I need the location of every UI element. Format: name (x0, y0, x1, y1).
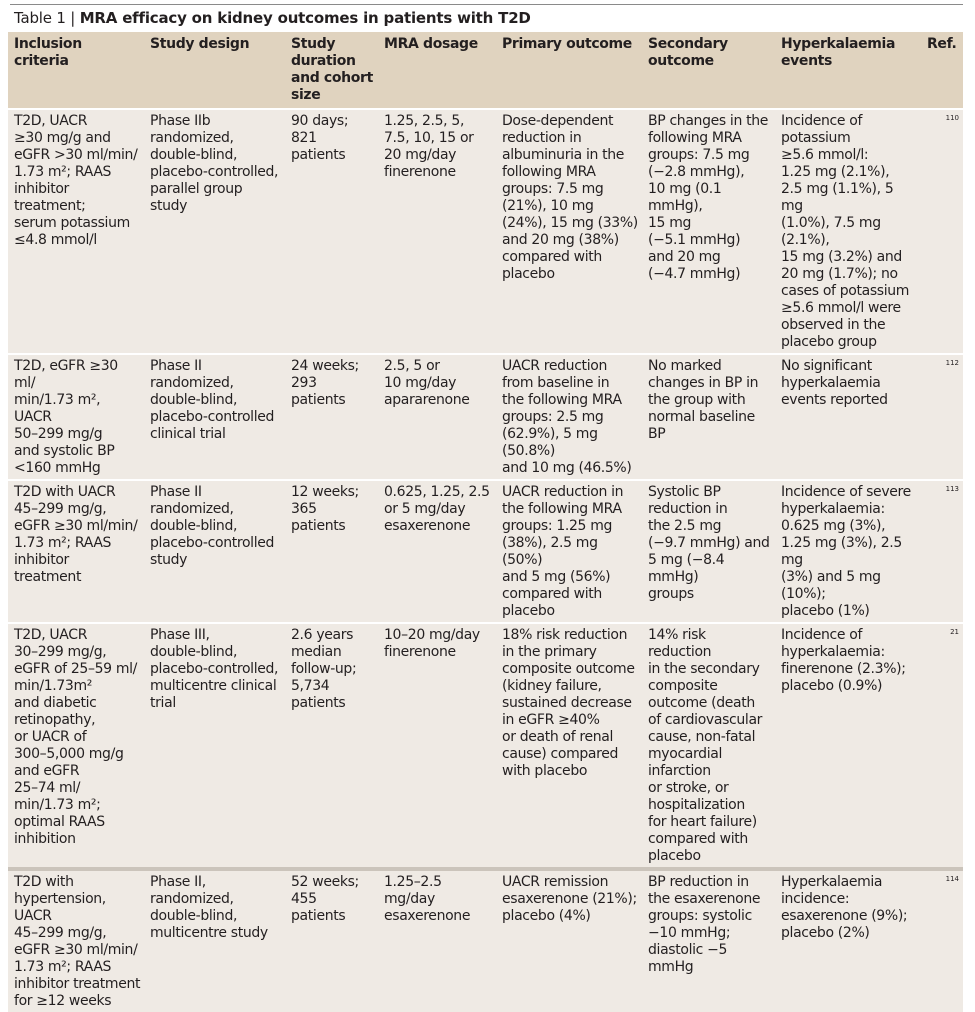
header-ref: Ref. (921, 32, 963, 109)
cell-text: 0.625, 1.25, 2.5 or 5 mg/day esaxerenone (384, 484, 490, 534)
cell-design (144, 869, 285, 1012)
cell-dosage (378, 623, 496, 869)
table-row (8, 109, 963, 354)
cell-text: No significant hyperkalaemia events reported (781, 358, 888, 408)
cell-hyperkalaemia (775, 480, 921, 623)
cell-text: Phase II, randomized, double-blind, multicentre study (150, 874, 268, 941)
cell-duration (285, 480, 378, 623)
cell-text: 90 days; 821 patients (291, 113, 349, 163)
cell-text: BP reduction in the esaxerenone groups: systolic −10 mmHg; diastolic −5 mmHg (648, 874, 761, 975)
cell-text: 18% risk reduction in the primary composite outcome (kidney failure, sustained decrease in eGFR ≥40% or death of renal cause) compared with placebo (502, 627, 635, 779)
cell-text: 52 weeks; 455 patients (291, 874, 359, 924)
top-rule (10, 4, 963, 5)
reference-number: 113 (945, 485, 959, 493)
cell-text: 2.6 years median follow-up; 5,734 patients (291, 627, 357, 711)
header-hyperkalaemia-events: Hyperkalaemia events (775, 32, 921, 109)
cell-text: Phase III, double-blind, placebo-controlled, multicentre clinical trial (150, 627, 279, 711)
cell-inclusion (8, 869, 144, 1012)
cell-primary-outcome (496, 480, 642, 623)
cell-design (144, 354, 285, 480)
cell-text: T2D with hypertension, UACR 45–299 mg/g, eGFR ≥30 ml/min/ 1.73 m²; RAAS inhibitor treatment for ≥12 weeks (14, 874, 141, 1009)
table-caption-title: MRA efficacy on kidney outcomes in patients with T2D (79, 9, 531, 27)
cell-duration (285, 869, 378, 1012)
cell-text: T2D, UACR 30–299 mg/g, eGFR of 25–59 ml/ min/1.73m² and diabetic retinopathy, or UACR of 300–5,000 mg/g and eGFR 25–74 ml/ min/1.73 m²; optimal RAAS inhibition (14, 627, 138, 847)
cell-ref (921, 869, 963, 1012)
cell-text: Dose-dependent reduction in albuminuria in the following MRA groups: 7.5 mg (21%), 10 mg (24%), 15 mg (33%) and 20 mg (38%) compared with placebo (502, 113, 638, 282)
table-caption-separator: | (65, 9, 80, 27)
cell-primary-outcome (496, 354, 642, 480)
cell-ref (921, 109, 963, 354)
cell-text: UACR remission esaxerenone (21%); placebo (4%) (502, 874, 637, 924)
cell-text: Systolic BP reduction in the 2.5 mg (−9.7 mmHg) and 5 mg (−8.4 mmHg) groups (648, 484, 770, 602)
table-row (8, 623, 963, 869)
cell-dosage (378, 354, 496, 480)
cell-ref (921, 354, 963, 480)
cell-design (144, 480, 285, 623)
table-caption-label: Table 1 (14, 9, 66, 27)
cell-text: UACR reduction in the following MRA groups: 1.25 mg (38%), 2.5 mg (50%) and 5 mg (56%) compared with placebo (502, 484, 624, 619)
cell-text: 2.5, 5 or 10 mg/day apararenone (384, 358, 470, 408)
cell-ref (921, 623, 963, 869)
cell-text: 1.25–2.5 mg/day esaxerenone (384, 874, 471, 924)
cell-text: T2D, UACR ≥30 mg/g and eGFR >30 ml/min/ 1.73 m²; RAAS inhibitor treatment; serum potassium ≤4.8 mmol/l (14, 113, 138, 248)
reference-number: 110 (945, 114, 959, 122)
table-row (8, 480, 963, 623)
reference-number: 112 (945, 359, 959, 367)
cell-inclusion (8, 109, 144, 354)
cell-text: 1.25, 2.5, 5, 7.5, 10, 15 or 20 mg/day finerenone (384, 113, 474, 180)
cell-secondary-outcome (642, 480, 775, 623)
cell-text: 10–20 mg/day finerenone (384, 627, 480, 660)
cell-text: 12 weeks; 365 patients (291, 484, 359, 534)
reference-number: 114 (945, 875, 959, 883)
header-primary-outcome: Primary outcome (496, 32, 642, 109)
cell-text: Incidence of hyperkalaemia: finerenone (2.3%); placebo (0.9%) (781, 627, 906, 694)
header-inclusion-criteria: Inclusion criteria (8, 32, 144, 109)
cell-text: Incidence of severe hyperkalaemia: 0.625 mg (3%), 1.25 mg (3%), 2.5 mg (3%) and 5 mg (10%); placebo (1%) (781, 484, 911, 619)
cell-inclusion (8, 623, 144, 869)
cell-text: No marked changes in BP in the group with normal baseline BP (648, 358, 759, 442)
header-row (8, 32, 963, 109)
cell-duration (285, 623, 378, 869)
table-row (8, 354, 963, 480)
cell-inclusion (8, 354, 144, 480)
cell-text: Hyperkalaemia incidence: esaxerenone (9%); placebo (2%) (781, 874, 908, 941)
reference-number: 21 (950, 628, 959, 636)
cell-primary-outcome (496, 623, 642, 869)
header-study-duration: Study duration and cohort size (285, 32, 378, 109)
header-secondary-outcome: Secondary outcome (642, 32, 775, 109)
cell-secondary-outcome (642, 354, 775, 480)
cell-secondary-outcome (642, 869, 775, 1012)
cell-text: UACR reduction from baseline in the following MRA groups: 2.5 mg (62.9%), 5 mg (50.8%) and 10 mg (46.5%) (502, 358, 632, 476)
cell-duration (285, 109, 378, 354)
cell-hyperkalaemia (775, 354, 921, 480)
cell-inclusion (8, 480, 144, 623)
cell-text: Incidence of potassium ≥5.6 mmol/l: 1.25 mg (2.1%), 2.5 mg (1.1%), 5 mg (1.0%), 7.5 mg (2.1%), 15 mg (3.2%) and 20 mg (1.7%); no cases of potassium ≥5.6 mmol/l were observed in the placebo group (781, 113, 910, 350)
cell-design (144, 109, 285, 354)
cell-primary-outcome (496, 109, 642, 354)
cell-text: 14% risk reduction in the secondary composite outcome (death of cardiovascular cause, non-fatal myocardial infarction or stroke, or hospitalization for heart failure) compared with placebo (648, 627, 763, 864)
cell-text: Phase IIb randomized, double-blind, placebo-controlled, parallel group study (150, 113, 279, 214)
cell-hyperkalaemia (775, 109, 921, 354)
cell-text: T2D with UACR 45–299 mg/g, eGFR ≥30 ml/min/ 1.73 m²; RAAS inhibitor treatment (14, 484, 138, 585)
table-caption (14, 9, 531, 27)
cell-primary-outcome (496, 869, 642, 1012)
table-row (8, 869, 963, 1012)
cell-dosage (378, 869, 496, 1012)
cell-hyperkalaemia (775, 623, 921, 869)
cell-dosage (378, 480, 496, 623)
mra-efficacy-table (8, 32, 963, 1012)
cell-text: BP changes in the following MRA groups: 7.5 mg (−2.8 mmHg), 10 mg (0.1 mmHg), 15 mg (−5.1 mmHg) and 20 mg (−4.7 mmHg) (648, 113, 769, 282)
cell-text: 24 weeks; 293 patients (291, 358, 359, 408)
cell-dosage (378, 109, 496, 354)
cell-design (144, 623, 285, 869)
cell-duration (285, 354, 378, 480)
cell-ref (921, 480, 963, 623)
cell-text: Phase II randomized, double-blind, placebo-controlled study (150, 484, 275, 568)
cell-secondary-outcome (642, 623, 775, 869)
header-study-design: Study design (144, 32, 285, 109)
cell-text: Phase II randomized, double-blind, placebo-controlled clinical trial (150, 358, 275, 442)
cell-hyperkalaemia (775, 869, 921, 1012)
cell-text: T2D, eGFR ≥30 ml/ min/1.73 m², UACR 50–299 mg/g and systolic BP <160 mmHg (14, 358, 118, 476)
cell-secondary-outcome (642, 109, 775, 354)
header-mra-dosage: MRA dosage (378, 32, 496, 109)
